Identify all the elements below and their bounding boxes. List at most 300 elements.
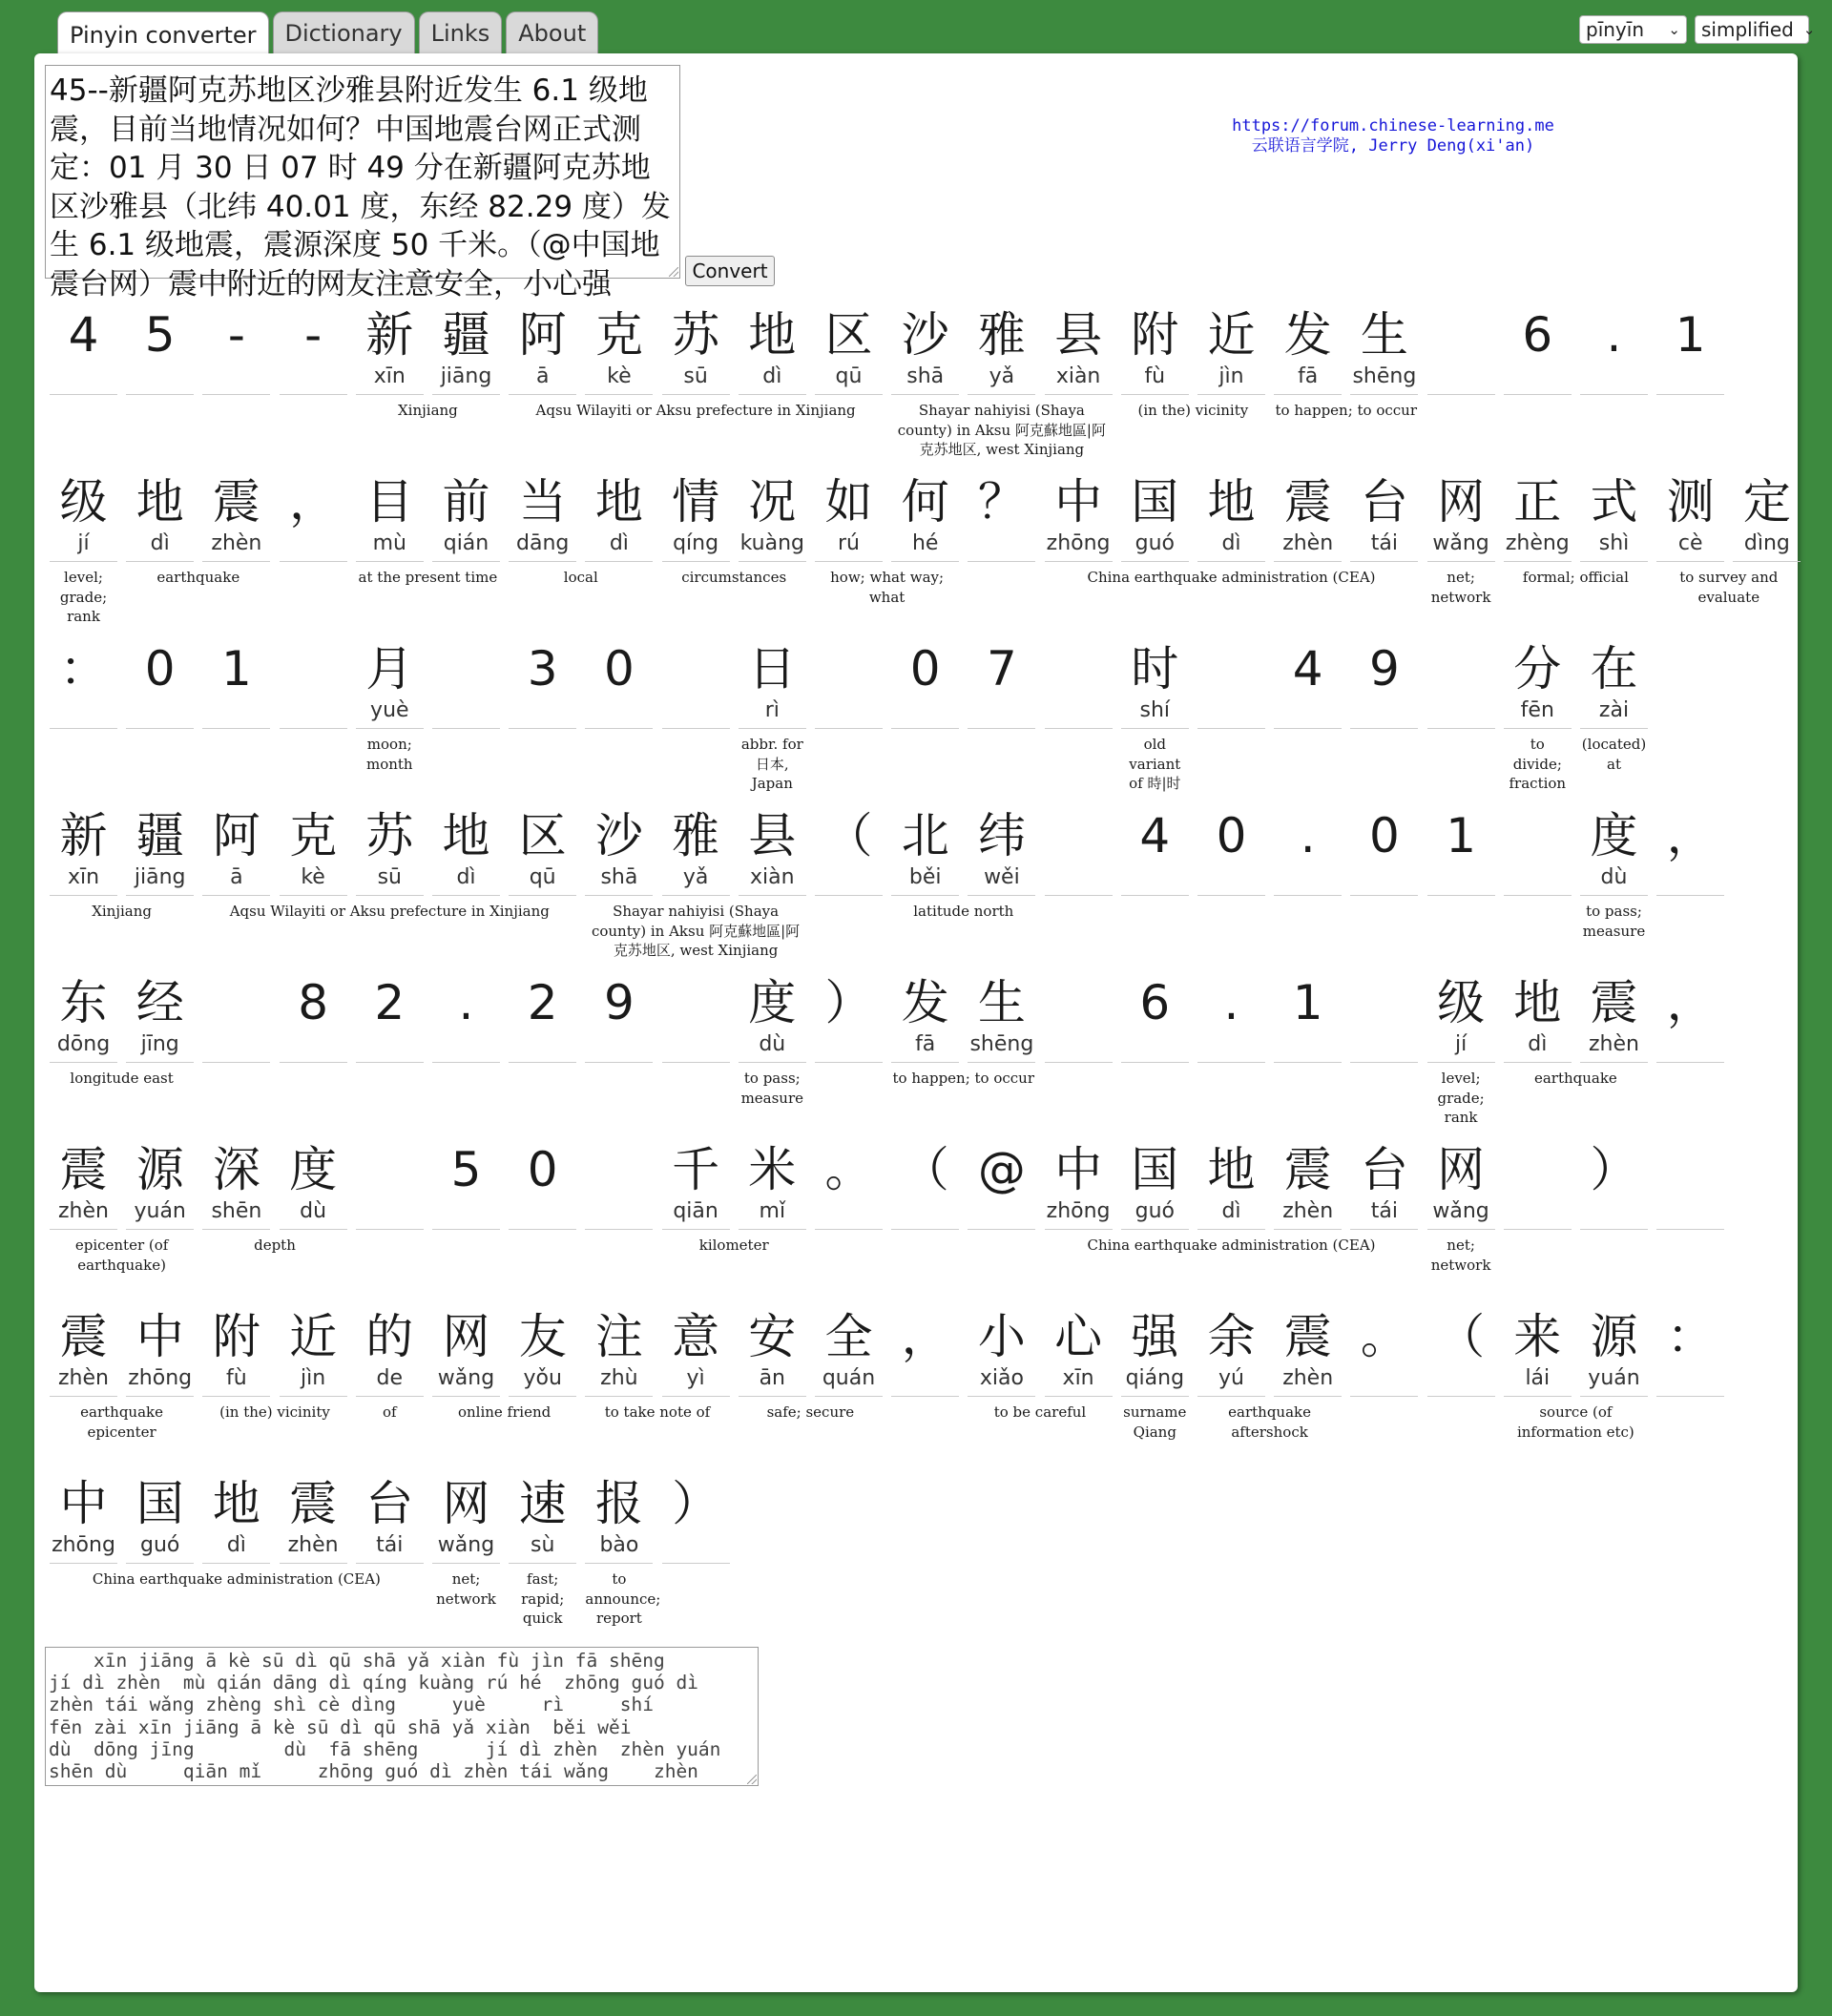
hanzi-char: 4 [1292, 641, 1323, 696]
gloss-definition: net; network [1430, 1237, 1491, 1274]
annotated-line [48, 470, 1791, 638]
forum-link[interactable]: https://forum.chinese-learning.me [1232, 116, 1554, 135]
token-underline [1656, 1062, 1724, 1063]
token-underline [815, 1396, 883, 1397]
pinyin-syllable: shēn [211, 1199, 262, 1223]
pinyin-syllable: yǎ [989, 364, 1015, 388]
token-underline [739, 561, 806, 562]
token-underline [1121, 1229, 1189, 1230]
pinyin-output-value: xīn jiāng ā kè sū dì qū shā yǎ xiàn fù jìn fā shēng jí dì zhèn mù qián dāng dì qíng kuàng rú hé zhōng guó dì zhèn tái wǎng zhèng shì cè dìng yuè rì shí fēn zài xīn jiāng ā kè sū dì qū shā yǎ xiàn běi wěi dù dōng jīng dù fā shēng jí dì zhèn zhèn yuán shēn dù qiān mǐ zhōng guó dì zhèn tái wǎng zhèn [49, 1650, 721, 1783]
tab-about[interactable]: About [506, 11, 598, 53]
hanzi-char: 5 [144, 307, 176, 363]
hanzi-char: 雅 [977, 307, 1026, 363]
pinyin-syllable: yǎ [682, 865, 709, 889]
gloss-definition: to be careful [993, 1403, 1087, 1421]
pinyin-syllable: wǎng [1432, 531, 1489, 555]
token-underline [1427, 728, 1495, 729]
token-underline [202, 1396, 270, 1397]
pinyin-syllable: qíng [673, 531, 719, 555]
token-underline [891, 1229, 959, 1230]
pinyin-syllable: dì [1221, 531, 1241, 555]
pinyin-syllable: kuàng [739, 531, 804, 555]
hanzi-char: 疆 [135, 808, 184, 863]
credit-block [1126, 116, 1660, 156]
pinyin-syllable: zhèn [58, 1366, 109, 1390]
hanzi-char: 分 [1513, 641, 1562, 696]
chinese-text-input[interactable] [45, 65, 680, 301]
hanzi-char: 深 [212, 1142, 260, 1197]
credit-author: 云联语言学院, Jerry Deng(xi'an) [1251, 136, 1535, 156]
hanzi-char: 1 [220, 641, 252, 696]
hanzi-char: 2 [527, 975, 558, 1030]
hanzi-char: 级 [59, 474, 108, 530]
pinyin-syllable: zhèn [1282, 1366, 1334, 1390]
token-underline [50, 561, 117, 562]
token-underline [891, 1062, 959, 1063]
gloss-definition: Xinjiang [397, 402, 458, 419]
tab-pinyin-converter[interactable]: Pinyin converter [57, 11, 269, 57]
hanzi-char: 国 [1131, 1142, 1179, 1197]
hanzi-char: 地 [135, 474, 184, 530]
hanzi-char: 地 [1207, 474, 1256, 530]
hanzi-char: 中 [1054, 474, 1103, 530]
hanzi-char: 月 [365, 641, 414, 696]
token-underline [1580, 561, 1648, 562]
token-underline [891, 561, 959, 562]
hanzi-char: 生 [977, 975, 1026, 1030]
hanzi-char: 苏 [672, 307, 720, 363]
hanzi-char: 0 [603, 641, 635, 696]
token-underline [1656, 1229, 1724, 1230]
gloss-definition: Aqsu Wilayiti or Aksu prefecture in Xinjiang [535, 402, 856, 419]
gloss-definition: source (of information etc) [1516, 1403, 1634, 1441]
hanzi-char: 安 [748, 1309, 797, 1364]
hanzi-char: 震 [212, 474, 260, 530]
token-underline [1656, 394, 1724, 395]
annotated-line [48, 1138, 1784, 1306]
hanzi-char: ） [1590, 1142, 1638, 1197]
pinyin-syllable: qián [443, 531, 489, 555]
token-underline [662, 1396, 730, 1397]
hanzi-char: 0 [144, 641, 176, 696]
hanzi-char: 目 [365, 474, 414, 530]
annotated-line [48, 971, 1784, 1139]
token-underline [126, 1229, 194, 1230]
hanzi-char: ） [672, 1476, 720, 1531]
gloss-definition: earthquake epicenter [80, 1403, 164, 1441]
token-underline [1504, 1229, 1572, 1230]
pinyin-syllable: guó [1135, 531, 1175, 555]
chinese-text-input-value: 45--新疆阿克苏地区沙雅县附近发生 6.1 级地震，目前当地情况如何？中国地震台网正式测定：01 月 30 日 07 时 49 分在新疆阿克苏地区沙雅县（北纬 40.01 度，东经 82.29 度）发生 6.1 级地震，震源深度 50 千米。（@中国地震台网）震中附近的网友注意安全，小心强 [50, 73, 671, 301]
hanzi-char: 中 [59, 1476, 108, 1531]
token-underline [280, 394, 347, 395]
token-underline [1274, 1396, 1342, 1397]
token-underline [509, 1563, 576, 1564]
hanzi-char: 级 [1437, 975, 1486, 1030]
convert-button[interactable]: Convert [685, 256, 775, 286]
hanzi-char: 度 [289, 1142, 338, 1197]
hanzi-char: 6 [1139, 975, 1171, 1030]
token-underline [662, 561, 730, 562]
token-underline [1045, 728, 1113, 729]
hanzi-char: 地 [1513, 975, 1562, 1030]
hanzi-char: ， [1666, 975, 1715, 1030]
hanzi-char: 米 [748, 1142, 797, 1197]
hanzi-char: 1 [1446, 808, 1476, 863]
hanzi-char: 如 [824, 474, 873, 530]
token-underline [1427, 895, 1495, 896]
token-underline [202, 1229, 270, 1230]
gloss-definition: surname Qiang [1123, 1403, 1187, 1441]
token-underline [1274, 1062, 1342, 1063]
pinyin-syllable: hé [911, 531, 939, 555]
hanzi-char: 台 [1360, 1142, 1408, 1197]
hanzi-char: 震 [1590, 975, 1638, 1030]
hanzi-char: 附 [1131, 307, 1179, 363]
token-underline [891, 394, 959, 395]
hanzi-char: 。 [824, 1142, 873, 1197]
token-underline [356, 895, 424, 896]
gloss-definition: China earthquake administration (CEA) [1087, 1237, 1376, 1254]
pinyin-syllable: zhù [600, 1366, 638, 1390]
hanzi-char: 东 [59, 975, 108, 1030]
token-underline [280, 895, 347, 896]
annotated-line [48, 1472, 1784, 1640]
hanzi-char: 网 [1437, 474, 1486, 530]
pinyin-syllable: fù [1144, 364, 1166, 388]
hanzi-char: 网 [1437, 1142, 1486, 1197]
pinyin-syllable: dù [1600, 865, 1628, 889]
tab-dictionary[interactable]: Dictionary [273, 11, 415, 53]
pinyin-syllable: ā [230, 865, 243, 889]
token-underline [1504, 895, 1572, 896]
gloss-definition: China earthquake administration (CEA) [1087, 569, 1376, 586]
hanzi-char: 在 [1590, 641, 1638, 696]
token-underline [1121, 728, 1189, 729]
token-underline [509, 1229, 576, 1230]
pinyin-syllable: dù [300, 1199, 327, 1223]
hanzi-char: 沙 [594, 808, 643, 863]
token-underline [1197, 561, 1265, 562]
token-underline [202, 1062, 270, 1063]
pinyin-syllable: shā [906, 364, 945, 388]
hanzi-char: （ [1437, 1309, 1486, 1364]
token-underline [815, 561, 883, 562]
token-underline [1350, 728, 1418, 729]
gloss-definition: to take note of [604, 1403, 711, 1421]
hanzi-char: 。 [1360, 1309, 1408, 1364]
token-underline [356, 1062, 424, 1063]
hanzi-char: . [1606, 307, 1622, 363]
gloss-definition: to happen; to occur [892, 1070, 1035, 1087]
hanzi-char: 震 [289, 1476, 338, 1531]
token-underline [968, 895, 1035, 896]
token-underline [50, 394, 117, 395]
token-underline [202, 561, 270, 562]
gloss-definition: fast; rapid; quick [521, 1570, 565, 1627]
gloss-definition: net; network [1430, 569, 1491, 606]
token-underline [1045, 895, 1113, 896]
hanzi-char: 克 [594, 307, 643, 363]
token-underline [739, 895, 806, 896]
pinyin-syllable: sù [530, 1533, 555, 1557]
hanzi-char: 全 [824, 1309, 873, 1364]
hanzi-char: @ [977, 1142, 1026, 1197]
token-underline [432, 394, 500, 395]
token-underline [1045, 394, 1113, 395]
token-underline [1350, 895, 1418, 896]
token-underline [1580, 1062, 1648, 1063]
token-underline [1121, 1062, 1189, 1063]
token-underline [1580, 1396, 1648, 1397]
pinyin-syllable: zhèn [58, 1199, 109, 1223]
pinyin-syllable: zhōng [52, 1533, 115, 1557]
pinyin-syllable: tái [1370, 531, 1398, 555]
hanzi-char: 1 [1292, 975, 1323, 1030]
hanzi-char: 测 [1666, 474, 1715, 530]
token-underline [585, 1563, 653, 1564]
pinyin-output-textarea[interactable] [45, 1647, 759, 1786]
hanzi-char: 的 [365, 1309, 414, 1364]
token-underline [432, 1396, 500, 1397]
pinyin-syllable: fā [1298, 364, 1319, 388]
pinyin-syllable: dì [1221, 1199, 1241, 1223]
pinyin-syllable: jiāng [134, 865, 186, 889]
pinyin-syllable: jí [1454, 1032, 1468, 1056]
hanzi-char: 8 [298, 975, 328, 1030]
pinyin-syllable: bào [599, 1533, 639, 1557]
token-underline [815, 895, 883, 896]
token-underline [202, 394, 270, 395]
hanzi-char: 县 [1054, 307, 1103, 363]
pinyin-syllable: wǎng [1432, 1199, 1489, 1223]
hanzi-char: 情 [672, 474, 720, 530]
hanzi-char: 近 [289, 1309, 338, 1364]
chevron-down-icon: ⌄ [1802, 21, 1816, 38]
hanzi-char: ， [901, 1309, 949, 1364]
token-underline [126, 1062, 194, 1063]
token-underline [509, 728, 576, 729]
annotated-line [48, 1305, 1784, 1473]
hanzi-char: 经 [135, 975, 184, 1030]
hanzi-char: 地 [748, 307, 797, 363]
token-underline [1427, 394, 1495, 395]
token-underline [50, 728, 117, 729]
hanzi-char: 6 [1522, 307, 1553, 363]
token-underline [280, 1563, 347, 1564]
gloss-definition: how; what way; what [830, 569, 945, 606]
pinyin-syllable: shí [1139, 698, 1171, 722]
hanzi-char: 0 [909, 641, 941, 696]
chevron-down-icon: ⌄ [1668, 21, 1680, 38]
tab-bar [57, 11, 598, 57]
pinyin-syllable: yuán [134, 1199, 186, 1223]
hanzi-char: 新 [365, 307, 414, 363]
gloss-definition: local [563, 569, 598, 586]
hanzi-char: 雅 [672, 808, 720, 863]
token-underline [1350, 394, 1418, 395]
token-underline [1427, 1062, 1495, 1063]
hanzi-char: （ [901, 1142, 949, 1197]
pinyin-syllable: guó [140, 1533, 180, 1557]
pinyin-syllable: sū [377, 865, 402, 889]
pinyin-syllable: kè [301, 865, 325, 889]
pinyin-syllable: běi [908, 865, 942, 889]
gloss-definition: longitude east [70, 1070, 174, 1087]
token-underline [509, 561, 576, 562]
token-underline [50, 1229, 117, 1230]
pinyin-syllable: shēng [969, 1032, 1034, 1056]
token-underline [1504, 394, 1572, 395]
gloss-definition: Aqsu Wilayiti or Aksu prefecture in Xinjiang [229, 903, 550, 920]
pinyin-syllable: rú [838, 531, 860, 555]
pinyin-syllable: xiàn [1055, 364, 1101, 388]
pinyin-syllable: mù [372, 531, 406, 555]
hanzi-char: 国 [135, 1476, 184, 1531]
gloss-definition: at the present time [358, 569, 498, 586]
gloss-definition: earthquake aftershock [1228, 1403, 1312, 1441]
token-underline [356, 394, 424, 395]
hanzi-char: ， [1666, 808, 1715, 863]
pinyin-syllable: wǎng [437, 1366, 495, 1390]
gloss-definition: kilometer [698, 1237, 769, 1254]
pinyin-syllable: zhèn [1282, 1199, 1334, 1223]
token-underline [585, 394, 653, 395]
token-underline [509, 1062, 576, 1063]
annotated-line [48, 303, 1784, 471]
pinyin-syllable: guó [1135, 1199, 1175, 1223]
token-underline [739, 728, 806, 729]
hanzi-char: 式 [1590, 474, 1638, 530]
resize-grip-icon[interactable] [669, 267, 678, 277]
gloss-definition: (in the) vicinity [219, 1403, 330, 1421]
token-underline [356, 1396, 424, 1397]
hanzi-char: 日 [748, 641, 797, 696]
hanzi-char: 2 [374, 975, 406, 1030]
pinyin-syllable: fù [226, 1366, 247, 1390]
token-underline [1580, 394, 1648, 395]
pinyin-syllable: jīng [140, 1032, 179, 1056]
pinyin-syllable: dù [759, 1032, 786, 1056]
pinyin-syllable: jí [77, 531, 90, 555]
pinyin-syllable: dì [150, 531, 170, 555]
token-underline [280, 1062, 347, 1063]
gloss-definition: to divide; fraction [1509, 736, 1567, 792]
hanzi-char: 前 [442, 474, 490, 530]
tab-links[interactable]: Links [419, 11, 503, 53]
hanzi-char: ： [59, 641, 108, 696]
hanzi-char: 地 [1207, 1142, 1256, 1197]
hanzi-char: 发 [1283, 307, 1332, 363]
token-underline [585, 1229, 653, 1230]
annotated-line [48, 637, 1784, 805]
hanzi-char: 度 [748, 975, 797, 1030]
hanzi-char: 地 [594, 474, 643, 530]
gloss-definition: abbr. for 日本, Japan [740, 736, 803, 792]
token-underline [968, 1396, 1035, 1397]
hanzi-char: 4 [68, 307, 99, 363]
token-underline [1274, 895, 1342, 896]
token-underline [1350, 1396, 1418, 1397]
token-underline [739, 394, 806, 395]
script-select-value: simplified [1701, 18, 1794, 41]
gloss-definition: to announce; report [585, 1570, 661, 1627]
token-underline [1656, 1396, 1724, 1397]
gloss-definition: earthquake [156, 569, 240, 586]
token-underline [202, 1563, 270, 1564]
token-underline [280, 1229, 347, 1230]
gloss-definition: latitude north [913, 903, 1014, 920]
token-underline [1274, 1229, 1342, 1230]
resize-grip-icon[interactable] [747, 1775, 757, 1784]
pinyin-syllable: zhèng [1505, 531, 1570, 555]
token-underline [662, 895, 730, 896]
gloss-definition: old variant of 時|时 [1129, 736, 1181, 792]
gloss-definition: Shayar nahiyisi (Shaya county) in Aksu 阿克蘇地區|阿克苏地区, west Xinjiang [591, 903, 801, 959]
pinyin-syllable: xīn [1062, 1366, 1094, 1390]
pinyin-syllable: qū [835, 364, 863, 388]
pinyin-syllable: jìn [1218, 364, 1244, 388]
hanzi-char: 心 [1054, 1309, 1103, 1364]
token-underline [1427, 1396, 1495, 1397]
pinyin-syllable: zhōng [1046, 531, 1111, 555]
hanzi-char: ： [1666, 1309, 1715, 1364]
token-underline [356, 728, 424, 729]
pinyin-syllable: qiáng [1125, 1366, 1185, 1390]
pinyin-syllable: zài [1598, 698, 1630, 722]
hanzi-char: 纬 [977, 808, 1026, 863]
pinyin-syllable: dōng [56, 1032, 111, 1056]
token-underline [1350, 1229, 1418, 1230]
hanzi-char: 震 [1283, 1309, 1332, 1364]
token-underline [662, 394, 730, 395]
token-underline [815, 1062, 883, 1063]
gloss-definition: epicenter (of earthquake) [74, 1237, 169, 1274]
token-underline [509, 895, 576, 896]
token-underline [1274, 394, 1342, 395]
mode-select[interactable] [1579, 15, 1687, 44]
hanzi-char: 定 [1742, 474, 1791, 530]
hanzi-char: 沙 [901, 307, 949, 363]
token-underline [1197, 1396, 1265, 1397]
hanzi-char: 当 [518, 474, 567, 530]
hanzi-char: 震 [59, 1142, 108, 1197]
token-underline [509, 394, 576, 395]
token-underline [1580, 1229, 1648, 1230]
token-underline [280, 1396, 347, 1397]
gloss-definition: net; network [436, 1570, 496, 1608]
hanzi-char: 5 [450, 1142, 482, 1197]
pinyin-syllable: yuán [1588, 1366, 1640, 1390]
token-underline [968, 1062, 1035, 1063]
script-select[interactable] [1695, 15, 1816, 44]
hanzi-char: - [304, 307, 323, 363]
token-underline [50, 1563, 117, 1564]
token-underline [1580, 895, 1648, 896]
hanzi-char: 9 [1368, 641, 1400, 696]
hanzi-char: 国 [1131, 474, 1179, 530]
hanzi-char: 台 [365, 1476, 414, 1531]
hanzi-char: 0 [1216, 808, 1247, 863]
pinyin-syllable: lái [1525, 1366, 1551, 1390]
gloss-definition: to pass; measure [740, 1070, 804, 1107]
token-underline [1350, 561, 1418, 562]
token-underline [50, 1062, 117, 1063]
pinyin-syllable: dìng [1743, 531, 1790, 555]
token-underline [968, 728, 1035, 729]
pinyin-syllable: xiǎo [979, 1366, 1024, 1390]
gloss-definition: formal; official [1522, 569, 1629, 586]
